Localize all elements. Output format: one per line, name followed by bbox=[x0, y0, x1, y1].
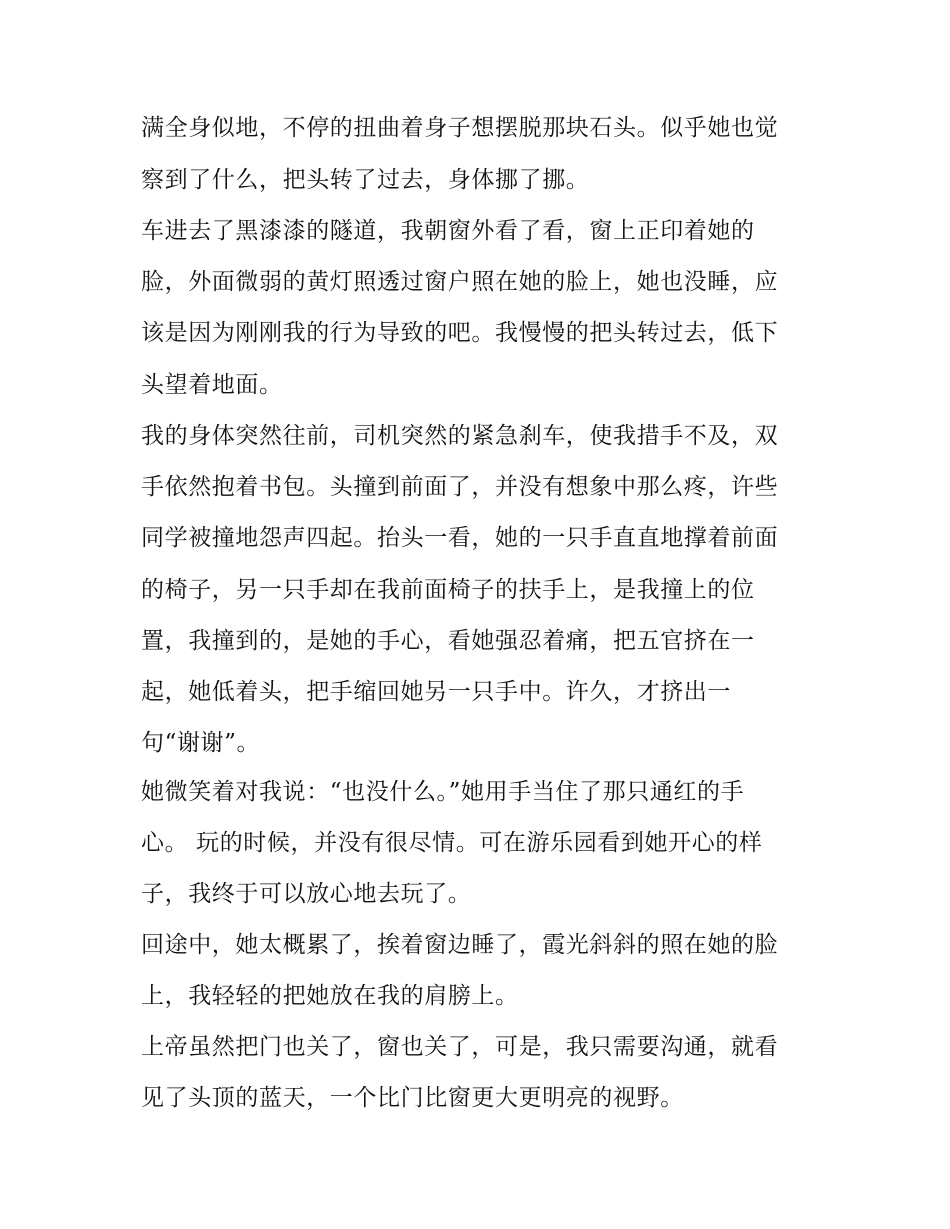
text-line: 车进去了黑漆漆的隧道，我朝窗外看了看，窗上正印着她的 bbox=[141, 218, 755, 244]
text-line: 置，我撞到的，是她的手心，看她强忍着痛，把五官挤在一 bbox=[141, 628, 755, 654]
text-line: 子，我终于可以放心地去玩了。 bbox=[141, 881, 472, 907]
text-line: 心。 玩的时候，并没有很尽情。可在游乐园看到她开心的样 bbox=[141, 830, 763, 856]
text-line: 她微笑着对我说：“也没什么。”她用手当住了那只通红的手 bbox=[141, 779, 745, 805]
text-line: 回途中，她太概累了，挨着窗边睡了，霞光斜斜的照在她的脸 bbox=[141, 932, 779, 958]
text-line: 同学被撞地怨声四起。抬头一看，她的一只手直直地撑着前面 bbox=[141, 525, 779, 551]
text-line: 察到了什么，把头转了过去，身体挪了挪。 bbox=[141, 167, 590, 193]
text-line: 该是因为刚刚我的行为导致的吧。我慢慢的把头转过去，低下 bbox=[141, 320, 779, 346]
text-line: 上，我轻轻的把她放在我的肩膀上。 bbox=[141, 983, 519, 1009]
text-line: 见了头顶的蓝天，一个比门比窗更大更明亮的视野。 bbox=[141, 1085, 684, 1111]
text-line: 我的身体突然往前，司机突然的紧急刹车，使我措手不及，双 bbox=[141, 423, 779, 449]
text-line: 上帝虽然把门也关了，窗也关了，可是，我只需要沟通，就看 bbox=[141, 1034, 779, 1060]
text-line: 手依然抱着书包。头撞到前面了，并没有想象中那么疼，许些 bbox=[141, 474, 779, 500]
text-line: 脸，外面微弱的黄灯照透过窗户照在她的脸上，她也没睡，应 bbox=[141, 269, 779, 295]
text-line: 句“谢谢”。 bbox=[141, 730, 261, 756]
text-line: 起，她低着头，把手缩回她另一只手中。许久，才挤出一 bbox=[141, 679, 731, 705]
text-line: 头望着地面。 bbox=[141, 372, 283, 398]
text-line: 满全身似地，不停的扭曲着身子想摆脱那块石头。似乎她也觉 bbox=[141, 115, 779, 141]
text-line: 的椅子，另一只手却在我前面椅子的扶手上，是我撞上的位 bbox=[141, 577, 755, 603]
